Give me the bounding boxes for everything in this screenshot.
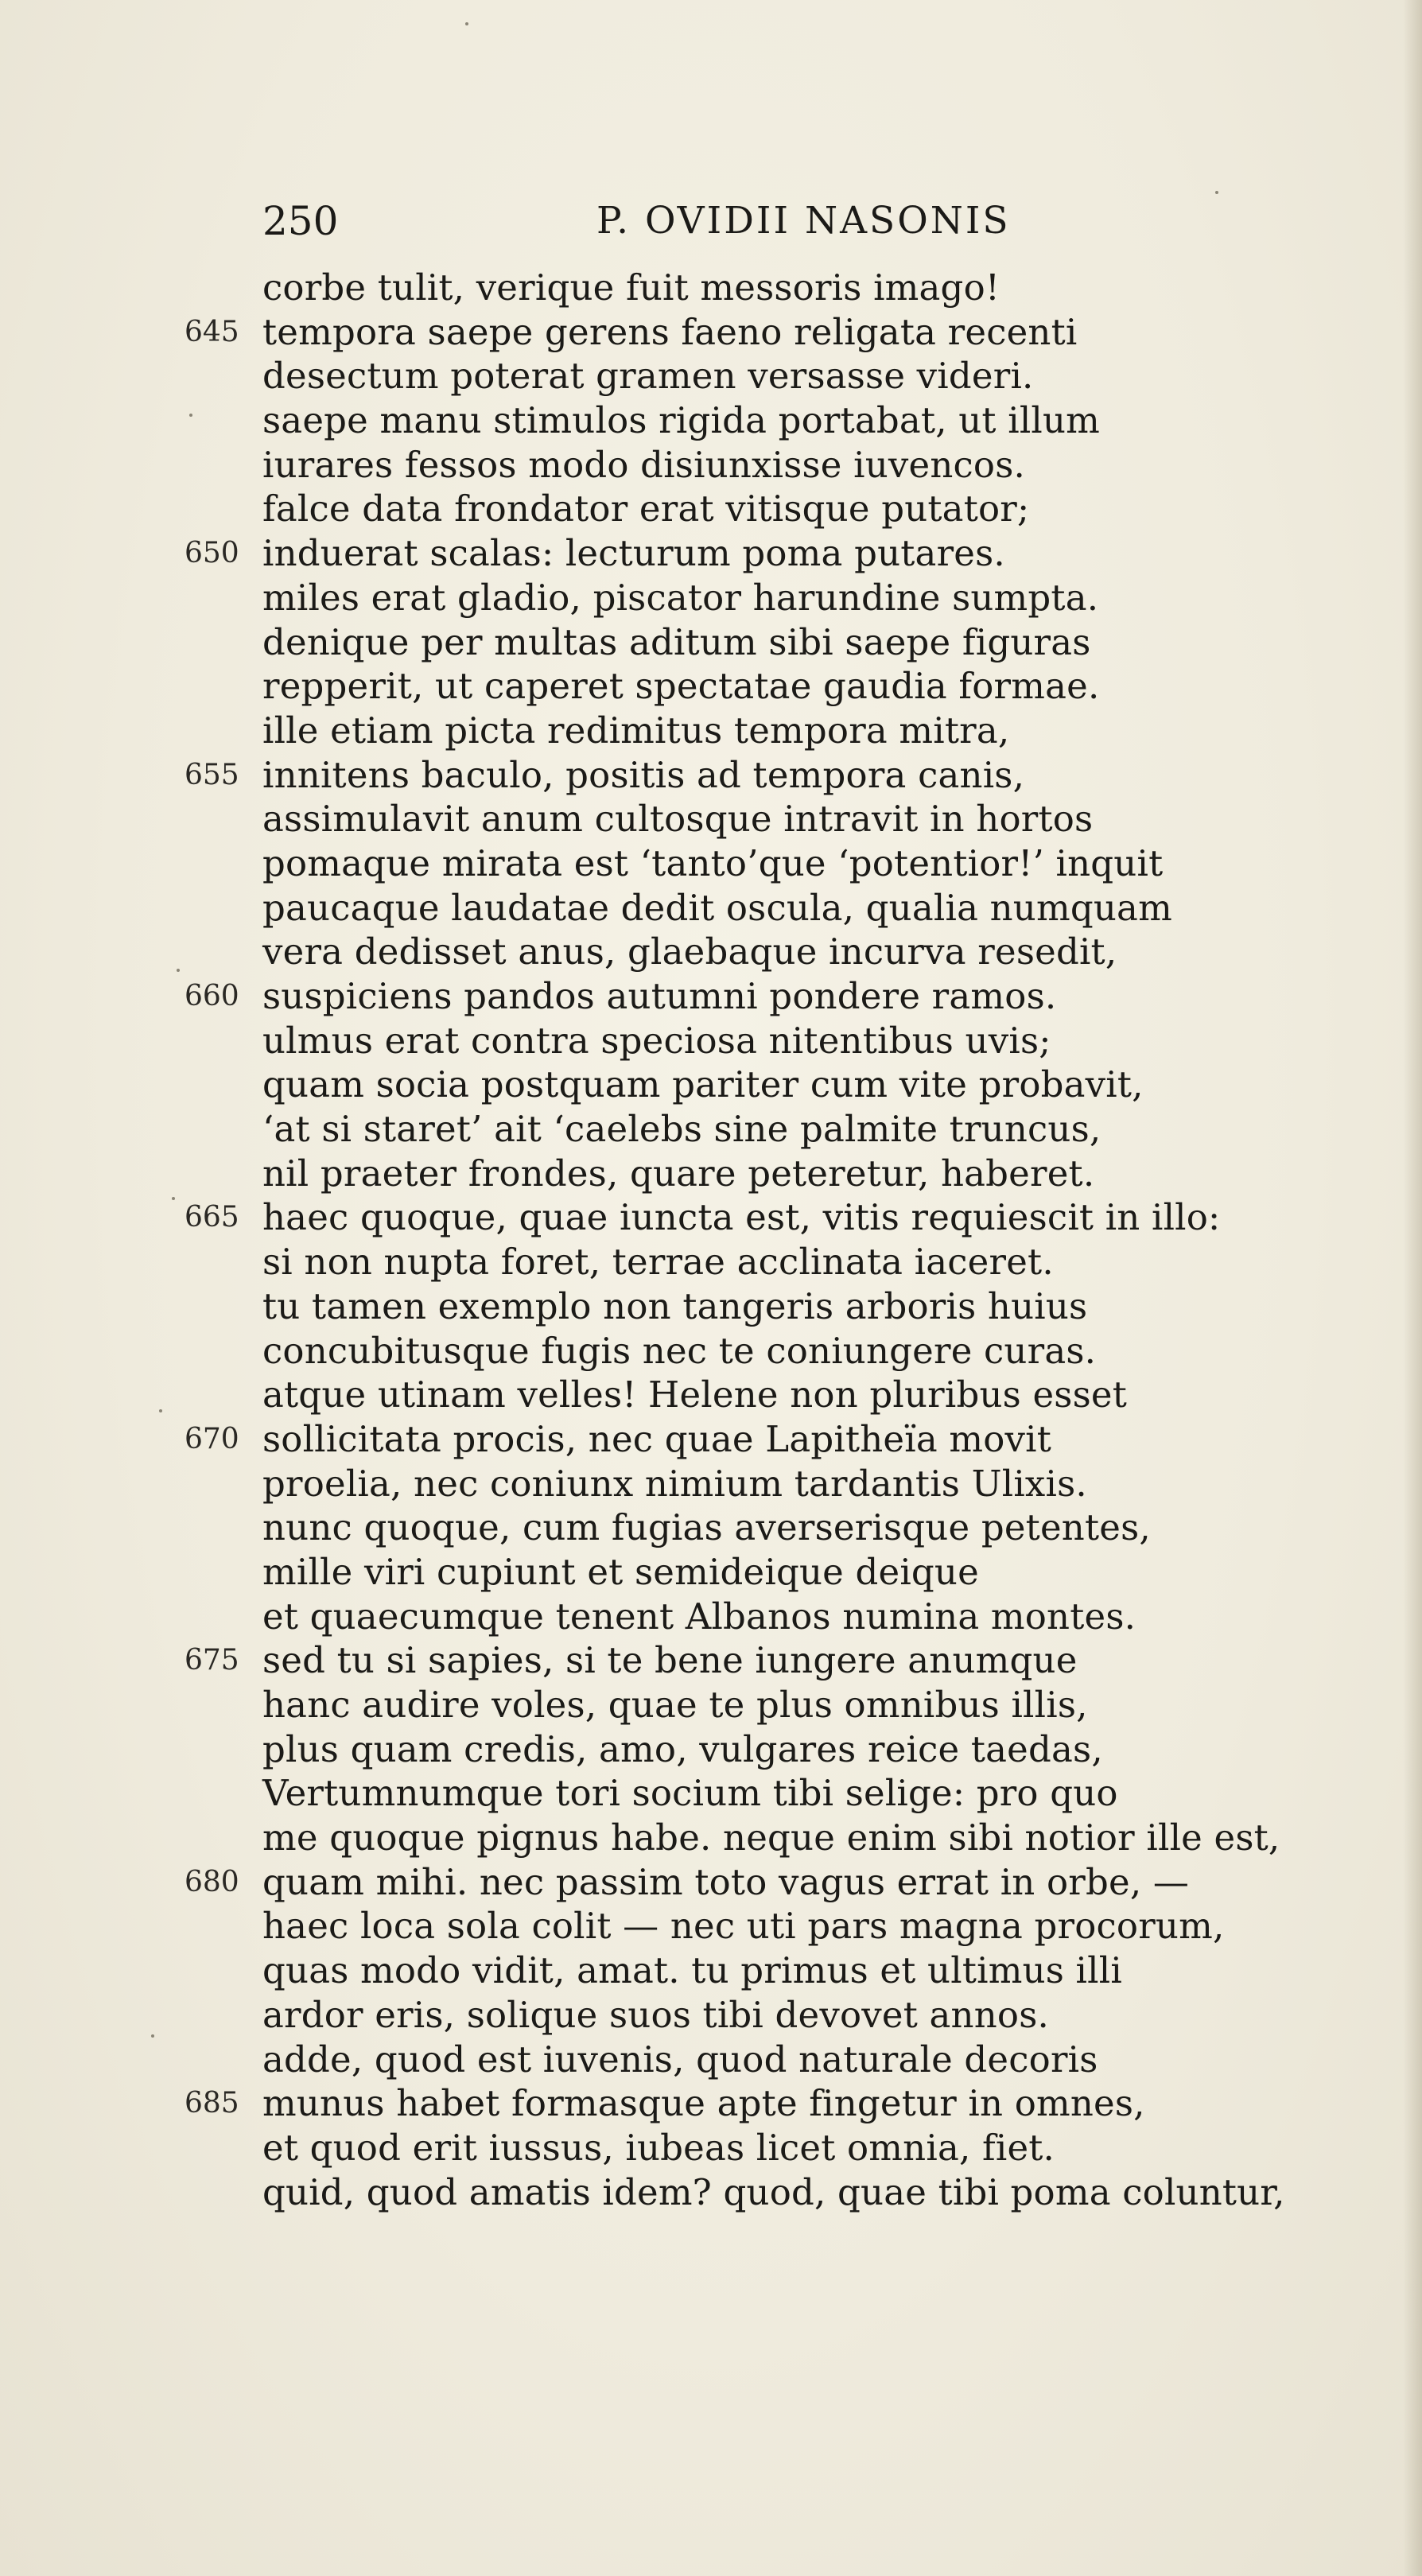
verse-line [0,709,1422,753]
verse-text: induerat scalas: lecturum poma putares. [262,532,1005,575]
verse-line [0,797,1422,841]
verse-line [0,620,1422,665]
line-number: 650 [185,537,239,570]
verse-text: munus habet formasque apte fingetur in omnes, [262,2082,1145,2125]
verse-text: haec loca sola colit — nec uti pars magna procorum, [262,1905,1225,1948]
verse-text: miles erat gladio, piscator harundine sumpta. [262,576,1099,619]
verse-text: repperit, ut caperet spectatae gaudia formae. [262,665,1100,708]
verse-line [0,443,1422,488]
running-head: P. OVIDII NASONIS [596,199,1011,243]
verse-line [0,1904,1422,1949]
verse-line [0,2038,1422,2082]
verse-text: quid, quod amatis idem? quod, quae tibi poma coluntur, [262,2170,1285,2213]
line-number: 680 [185,1865,239,1898]
verse-text: atque utinam velles! Helene non pluribus esset [262,1373,1128,1416]
verse-text: hanc audire voles, quae te plus omnibus illis, [262,1684,1088,1726]
verse-line [0,1152,1422,1196]
verse-line [0,1417,1422,1462]
verse-text: falce data frondator erat vitisque putator; [262,488,1030,530]
verse-text: ille etiam picta redimitus tempora mitra, [262,709,1010,752]
verse-text: denique per multas aditum sibi saepe figuras [262,620,1091,663]
verse-line [0,664,1422,709]
verse-line [0,1860,1422,1905]
verse-text: iurares fessos modo disiunxisse iuvencos. [262,443,1026,486]
verse-line [0,487,1422,531]
page-number: 250 [262,198,339,244]
verse-text: tu tamen exemplo non tangeris arboris huius [262,1284,1088,1327]
verse-text: mille viri cupiunt et semideique deique [262,1550,979,1593]
verse-line [0,1329,1422,1373]
line-number: 685 [185,2087,239,2120]
line-number: 645 [185,315,239,348]
verse-text: Vertumnumque tori socium tibi selige: pro quo [262,1772,1118,1815]
verse-line [0,1727,1422,1772]
verse-text: proelia, nec coniunx nimium tardantis Ulixis. [262,1462,1087,1505]
line-number: 675 [185,1644,239,1677]
verse-text: ulmus erat contra speciosa nitentibus uvis; [262,1019,1051,1062]
verse-line [0,974,1422,1019]
verse-line [0,2170,1422,2215]
verse-text: nil praeter frondes, quare peteretur, haberet. [262,1152,1095,1195]
verse-line [0,1683,1422,1727]
line-number: 670 [185,1422,239,1455]
verse-line [0,1550,1422,1595]
verse-line [0,310,1422,355]
poem-text-block [0,266,1422,2214]
verse-text: saepe manu stimulos rigida portabat, ut illum [262,399,1101,442]
verse-line [0,266,1422,310]
verse-text: tempora saepe gerens faeno religata recenti [262,310,1078,353]
verse-text: et quod erit iussus, iubeas licet omnia, fiet. [262,2126,1055,2169]
paper-speck [177,969,180,972]
verse-text: quam mihi. nec passim toto vagus errat in orbe, — [262,1860,1190,1903]
verse-line [0,1063,1422,1107]
verse-text: si non nupta foret, terrae acclinata iaceret. [262,1241,1054,1284]
verse-line [0,576,1422,620]
verse-line [0,1462,1422,1506]
verse-line [0,930,1422,974]
paper-speck [465,22,468,25]
verse-text: ardor eris, solique suos tibi devovet annos. [262,1993,1050,2036]
verse-text: haec quoque, quae iuncta est, vitis requiescit in illo: [262,1196,1221,1239]
verse-line [0,2081,1422,2126]
page-header [262,188,1352,254]
verse-text: ‘at si staret’ ait ‘caelebs sine palmite truncus, [262,1108,1101,1151]
verse-text: nunc quoque, cum fugias averserisque petentes, [262,1506,1151,1549]
verse-line [0,1949,1422,1993]
verse-text: vera dedisset anus, glaebaque incurva resedit, [262,931,1117,973]
verse-text: assimulavit anum cultosque intravit in hortos [262,798,1094,841]
verse-line [0,398,1422,443]
verse-text: plus quam credis, amo, vulgares reice taedas, [262,1727,1103,1770]
verse-text: paucaque laudatae dedit oscula, qualia numquam [262,886,1172,929]
verse-line [0,1240,1422,1284]
verse-text: quam socia postquam pariter cum vite probavit, [262,1063,1144,1106]
verse-line [0,1816,1422,1860]
verse-line [0,531,1422,576]
verse-text: desectum poterat gramen versasse videri. [262,355,1034,398]
verse-line [0,1284,1422,1329]
line-number: 655 [185,758,239,791]
paper-speck [1215,191,1218,194]
verse-text: innitens baculo, positis ad tempora canis, [262,753,1025,796]
verse-line [0,1993,1422,2038]
verse-text: me quoque pignus habe. neque enim sibi notior ille est, [262,1816,1280,1859]
verse-text: sed tu si sapies, si te bene iungere anumque [262,1639,1078,1682]
verse-line [0,1506,1422,1550]
verse-line [0,841,1422,886]
verse-line [0,1019,1422,1063]
verse-line [0,1195,1422,1240]
verse-line [0,1595,1422,1639]
verse-text: concubitusque fugis nec te coniungere curas. [262,1329,1097,1372]
verse-line [0,753,1422,798]
paper-speck [159,1409,162,1412]
verse-line [0,1107,1422,1152]
verse-text: corbe tulit, verique fuit messoris imago! [262,266,1000,309]
line-number: 665 [185,1201,239,1234]
paper-speck [172,1197,175,1200]
line-number: 660 [185,980,239,1012]
verse-line [0,1771,1422,1816]
verse-text: pomaque mirata est ‘tanto’que ‘potentior!’ inquit [262,841,1164,884]
verse-text: et quaecumque tenent Albanos numina montes. [262,1595,1136,1638]
paper-speck [151,2034,154,2038]
verse-text: quas modo vidit, amat. tu primus et ultimus illi [262,1949,1122,1992]
verse-line [0,1638,1422,1683]
verse-line [0,1373,1422,1417]
verse-line [0,354,1422,398]
paper-speck [189,414,192,417]
verse-text: suspiciens pandos autumni pondere ramos. [262,975,1057,1017]
verse-text: sollicitata procis, nec quae Lapitheïa movit [262,1417,1052,1460]
verse-line [0,886,1422,931]
verse-line [0,2126,1422,2170]
verse-text: adde, quod est iuvenis, quod naturale decoris [262,2038,1098,2081]
